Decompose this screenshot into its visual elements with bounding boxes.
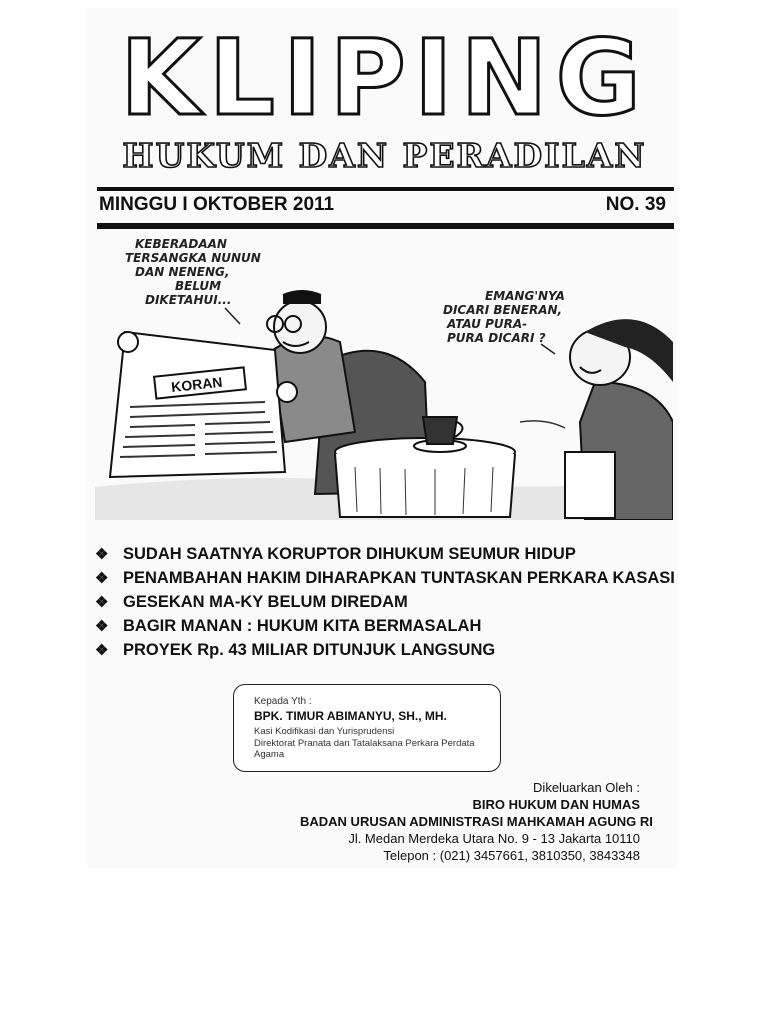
publisher-agency: BADAN URUSAN ADMINISTRASI MAHKAMAH AGUNG RI [300,814,653,829]
recipient-position: Kasi Kodifikasi dan Yurisprudensi [254,726,395,737]
publisher-block [300,779,653,864]
headline-text: BAGIR MANAN : HUKUM KITA BERMASALAH [123,617,482,635]
coffee-cup-icon [423,417,457,444]
headline-text: GESEKAN MA-KY BELUM DIREDAM [123,593,408,611]
woman-bag [565,452,615,518]
headline-list [95,542,675,662]
recipient-directorate: Direktorat Pranata dan Tatalaksana Perkara Perdata [254,738,475,749]
recipient-salutation: Kepada Yth : [254,696,312,707]
diamond-bullet-icon: ❖ [95,570,109,587]
publisher-issued-by: Dikeluarkan Oleh : [533,780,640,795]
publisher-phone: Telepon : (021) 3457661, 3810350, 3843348 [383,848,640,863]
publisher-bureau: BIRO HUKUM DAN HUMAS [472,797,640,812]
speech-bubble-left: KEBERADAAN TERSANGKA NUNUN DAN NENENG, BELUM DIKETAHUI... [125,237,261,307]
headline-text: PENAMBAHAN HAKIM DIHARAPKAN TUNTASKAN PERKARA KASASI [123,569,675,587]
recipient-name: BPK. TIMUR ABIMANYU, SH., MH. [254,709,447,723]
issue-number: NO. 39 [605,194,666,215]
headline-item [95,590,655,614]
speech-bubble-right: EMANG'NYA DICARI BENERAN, ATAU PURA- PURA DICARI ? [443,289,565,345]
steam-swirl [520,421,565,428]
editorial-cartoon [95,232,673,520]
issue-date: MINGGU I OKTOBER 2011 [99,194,335,215]
masthead-title: KLIPING [120,17,649,139]
recipient-directorate-cont: Agama [254,749,285,760]
headline-item [95,542,655,566]
diamond-bullet-icon: ❖ [95,546,109,563]
header-rule-top [97,187,674,191]
speech-tail-right [541,344,555,354]
masthead-subtitle: HUKUM DAN PERADILAN [122,136,647,175]
headline-item [95,566,675,590]
issue-line [97,194,674,222]
masthead [97,17,672,175]
headline-text: SUDAH SAATNYA KORUPTOR DIHUKUM SEUMUR HIDUP [123,545,576,563]
header-rule-bottom [97,223,674,229]
peci-hat [283,290,321,304]
recipient-address-box [233,684,501,772]
diamond-bullet-icon: ❖ [95,618,109,635]
headline-item [95,614,655,638]
man-hand-left [118,332,138,352]
side-table-body [335,454,515,517]
speech-tail-left [225,308,240,324]
headline-text: PROYEK Rp. 43 MILIAR DITUNJUK LANGSUNG [123,641,496,659]
headline-item [95,638,655,662]
diamond-bullet-icon: ❖ [95,594,109,611]
man-hand-right [277,382,297,402]
diamond-bullet-icon: ❖ [95,642,109,659]
publisher-address: Jl. Medan Merdeka Utara No. 9 - 13 Jakarta 10110 [348,831,640,846]
newspaper-label: KORAN [170,373,224,395]
